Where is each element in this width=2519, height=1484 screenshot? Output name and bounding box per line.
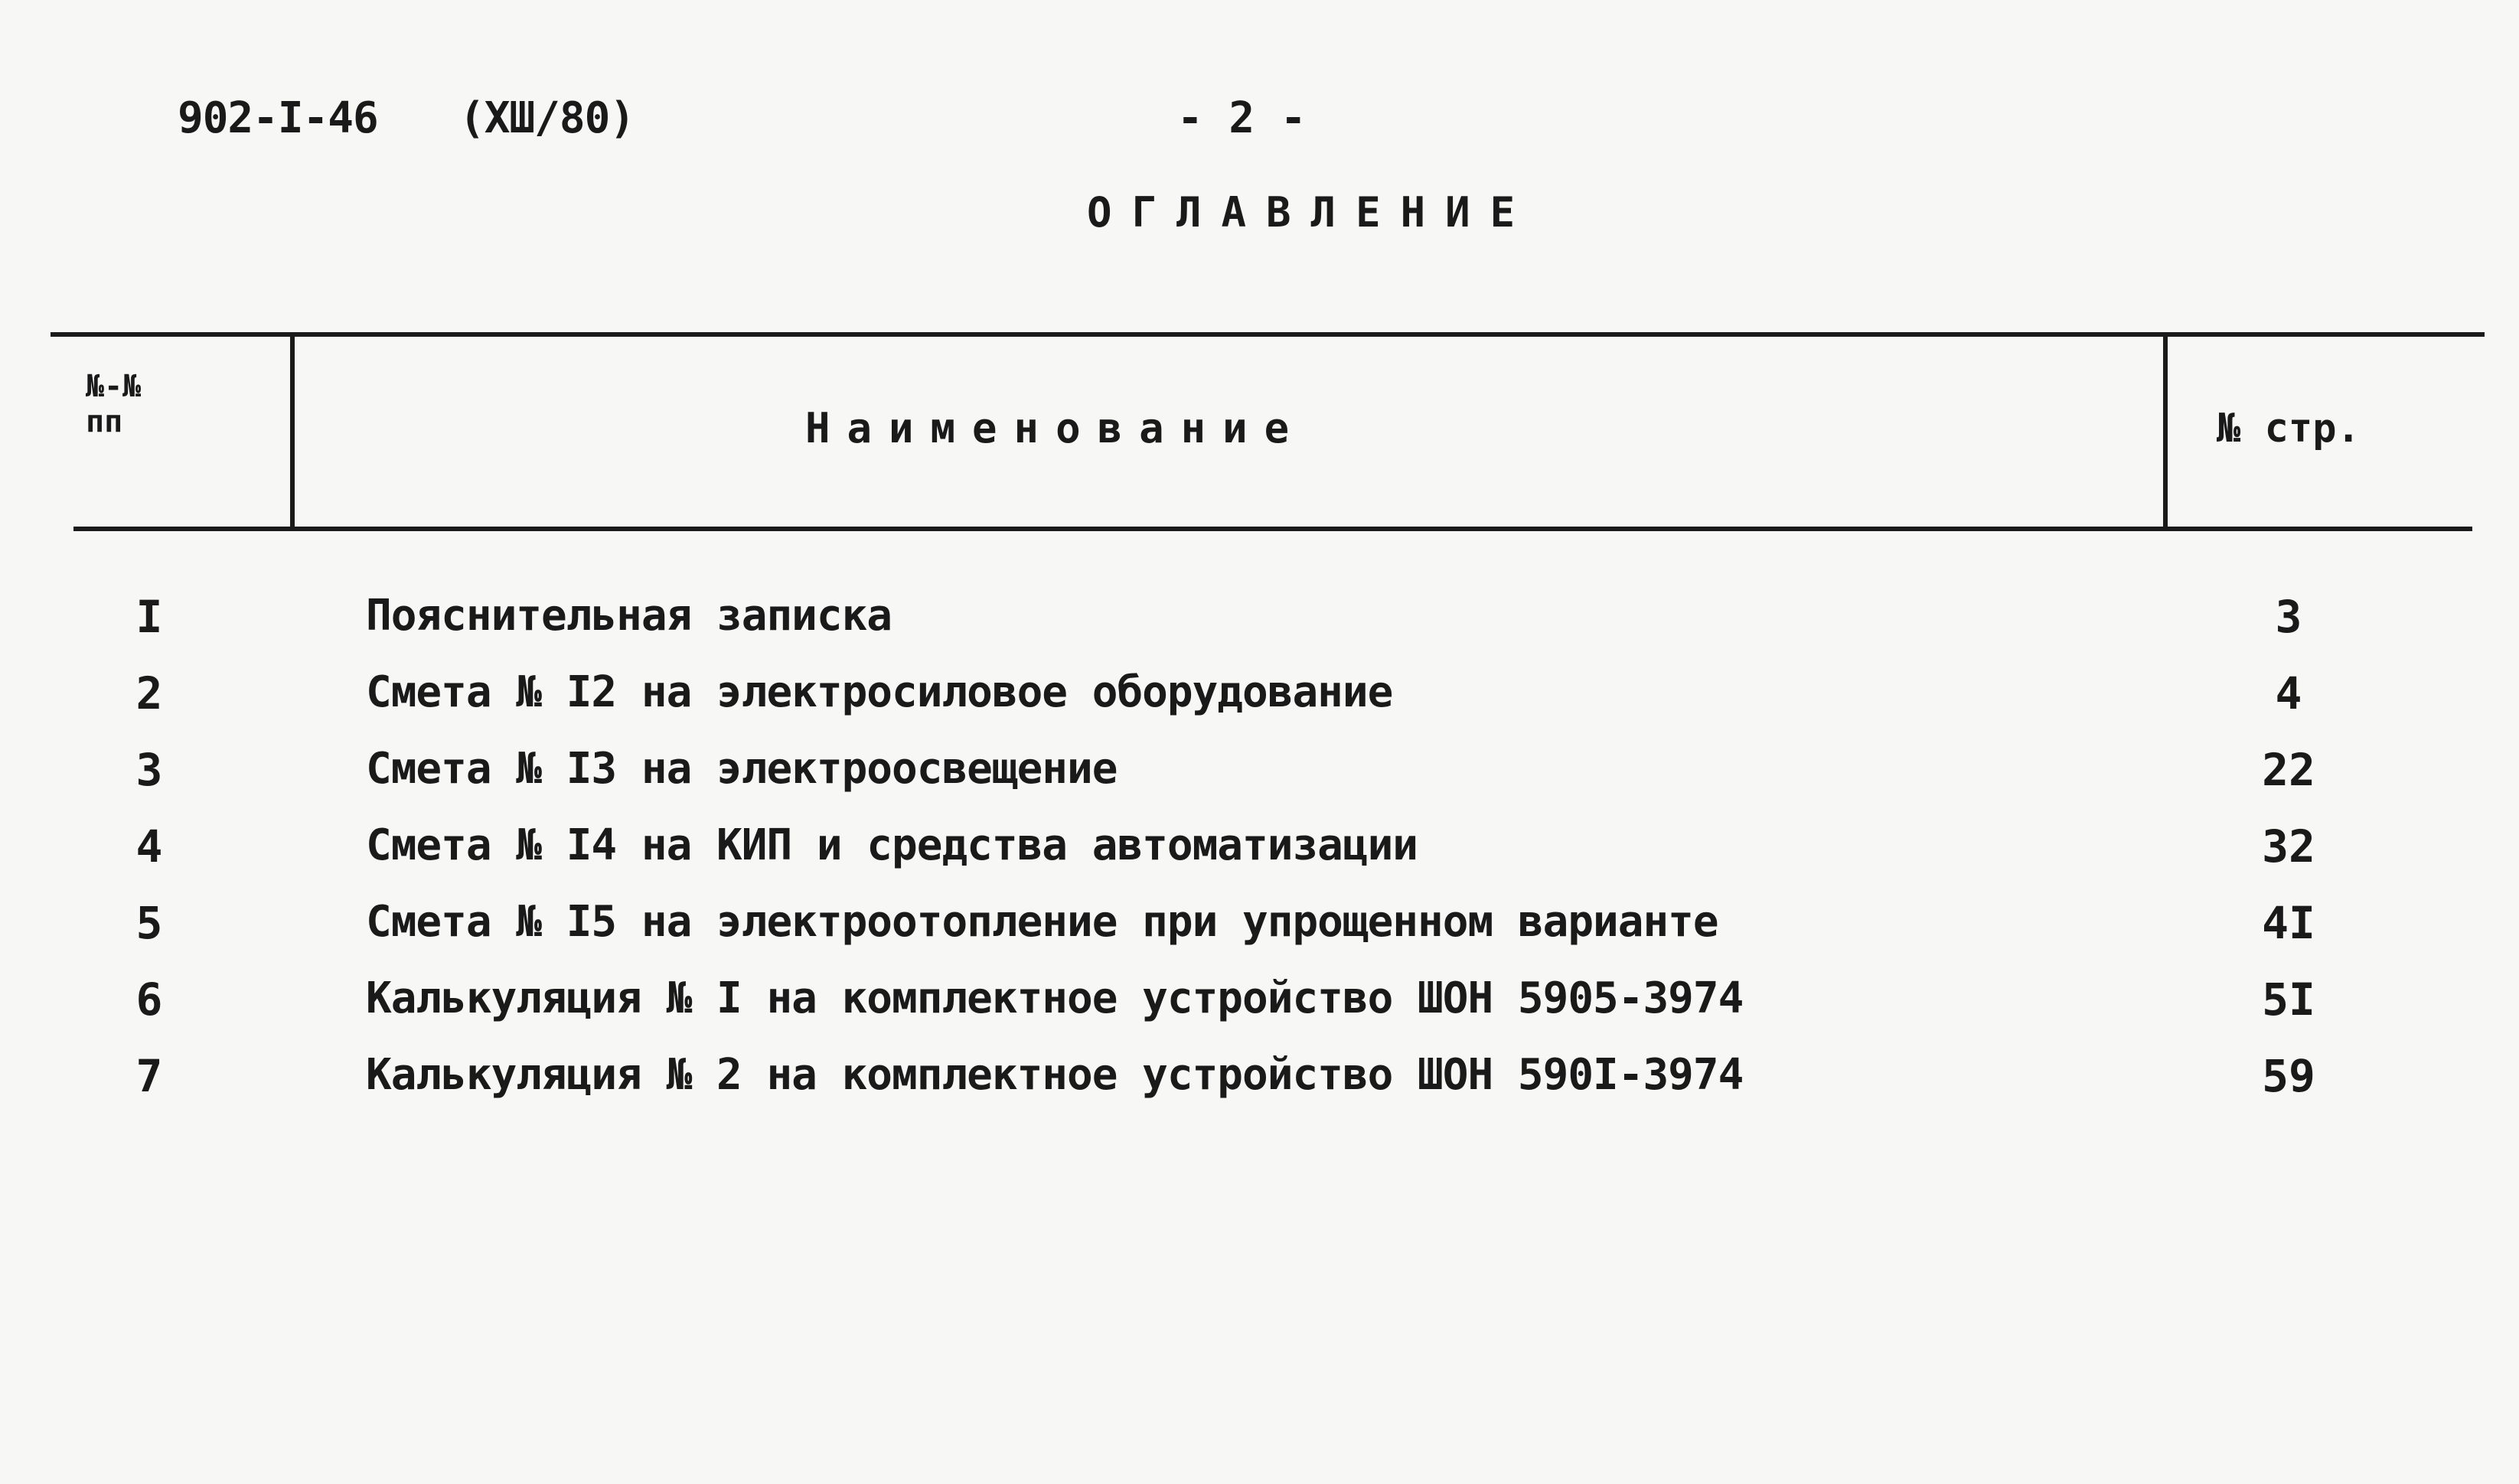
table-header-bottom-rule [73,527,2472,531]
document-code: 902-I-46 [178,93,378,143]
table-row [0,974,2519,1050]
row-name: Пояснительная записка [366,591,892,641]
table-row [0,820,2519,897]
row-number: 7 [135,1050,163,1102]
column-divider-right [2163,334,2168,530]
column-divider-left [290,334,295,530]
row-name: Смета № I5 на электроотопление при упрощенном варианте [366,897,1718,947]
row-name: Смета № I4 на КИП и средства автоматизации [366,820,1418,870]
table-row [0,744,2519,820]
table-row [0,897,2519,974]
row-name: Смета № I2 на электросиловое оборудование [366,667,1393,717]
row-number: I [135,591,163,643]
table-top-rule [51,332,2485,337]
row-page: 32 [2262,820,2315,872]
row-number: 2 [135,667,163,719]
row-page: 4I [2262,897,2315,949]
row-number: 3 [135,744,163,796]
page-number: - 2 - [1177,93,1307,143]
row-name: Калькуляция № I на комплектное устройство ШОН 5905-3974 [366,974,1744,1023]
document-series: (XШ/80) [459,93,635,143]
row-number: 5 [135,897,163,949]
row-page: 59 [2262,1050,2315,1102]
row-number: 6 [135,974,163,1026]
row-number: 4 [135,820,163,872]
row-page: 4 [2275,667,2302,719]
column-header-number: №-№ пп [86,369,142,439]
page-title: ОГЛАВЛЕНИЕ [1087,188,1535,236]
row-name: Смета № I3 на электроосвещение [366,744,1118,794]
row-page: 5I [2262,974,2315,1026]
table-row [0,1050,2519,1127]
column-header-name: Наименование [805,404,1307,452]
table-row [0,667,2519,744]
row-page: 22 [2262,744,2315,796]
column-header-page: № стр. [2217,406,2361,452]
row-name: Калькуляция № 2 на комплектное устройство ШОН 590I-3974 [366,1050,1744,1100]
row-page: 3 [2275,591,2302,643]
table-row [0,591,2519,667]
